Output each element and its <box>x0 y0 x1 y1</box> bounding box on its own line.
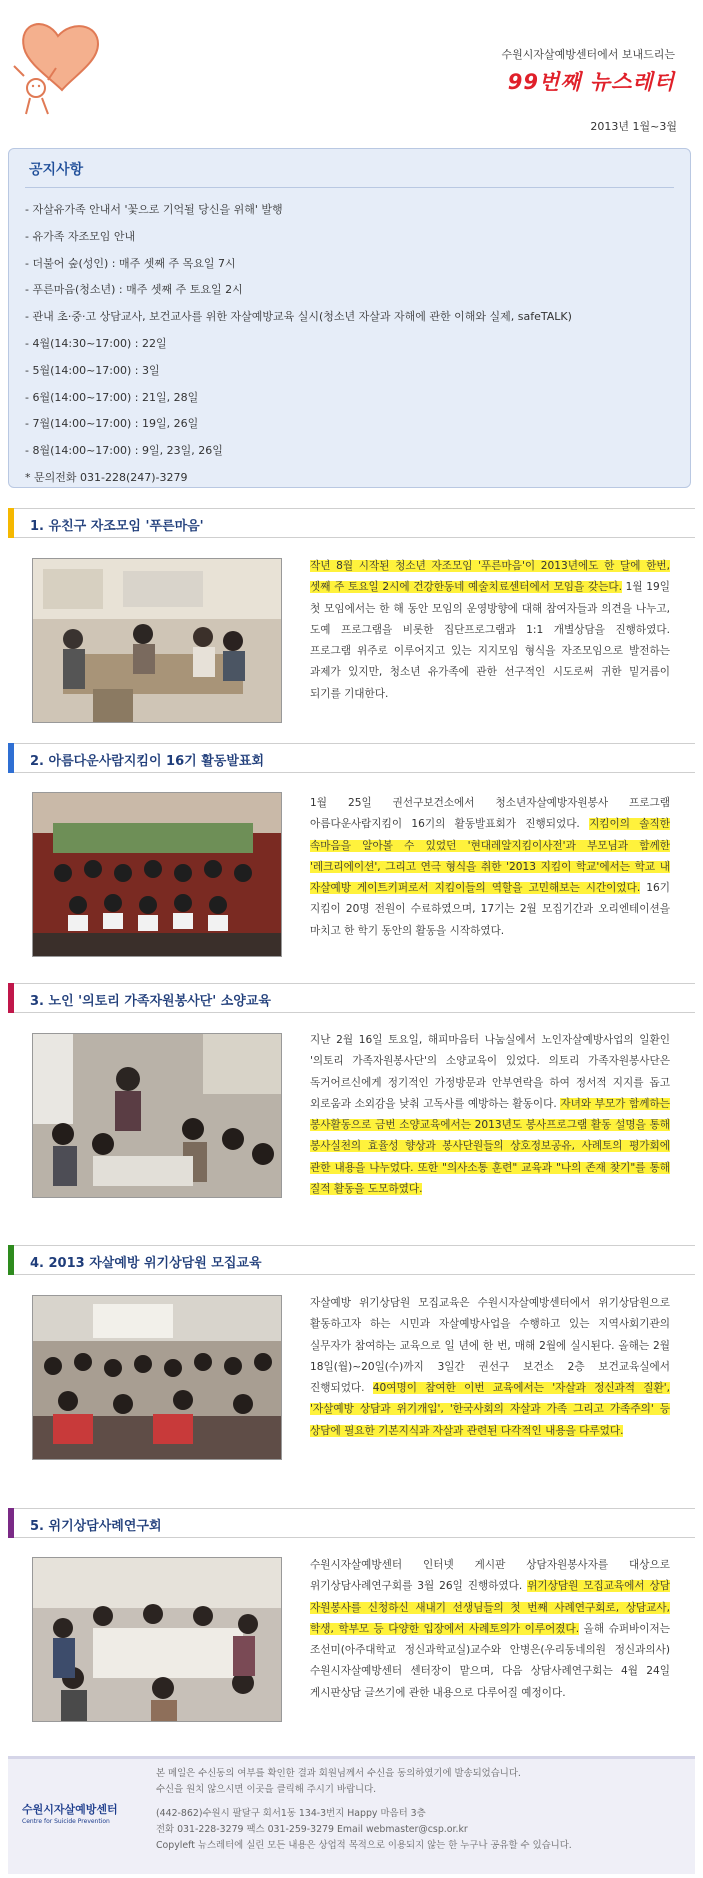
footer-consent-text: 본 메일은 수신동의 여부를 확인한 결과 회원님께서 수신을 동의하였기에 발송되었습니다. <box>156 1768 521 1779</box>
section-3-text <box>310 1030 670 1200</box>
unsubscribe-link[interactable]: 수신을 원치 않으시면 이곳을 클릭해 주시기 바랍니다. <box>156 1784 377 1795</box>
body-text: 올해 슈퍼바이저는 조선미(아주대학교 정신과학교실)교수와 안병은(우리동네의원 정신과의사)수원시자살예방센터 센터장이 맡으며, 다음 상담사례연구회는 4월 24일 게시판상담 글쓰기에 관한 내용으로 다루어질 예정이다. <box>310 1622 670 1699</box>
notice-item: - 관내 초·중·고 상담교사, 보건교사를 위한 자살예방교육 실시(청소년 자살과 자해에 관한 이해와 실제, safeTALK) <box>25 310 572 324</box>
notice-item: - 푸른마음(청소년) : 매주 셋째 주 토요일 2시 <box>25 283 243 297</box>
section-2-title: 2. 아름다운사람지킴이 16기 활동발표회 <box>30 754 265 769</box>
logo-text: 수원시자살예방센터 <box>22 1803 118 1816</box>
section-4-title: 4. 2013 자살예방 위기상담원 모집교육 <box>30 1256 262 1271</box>
notice-item: - 더불어 숲(성인) : 매주 셋째 주 목요일 7시 <box>25 256 236 270</box>
section-2-header <box>8 743 695 773</box>
divider <box>25 187 674 188</box>
footer-copyleft: Copyleft 뉴스레터에 실린 모든 내용은 상업적 목적으로 이용되지 않는 한 누구나 공유할 수 있습니다. <box>156 1840 572 1851</box>
notice-title: 공지사항 <box>29 162 84 178</box>
newsletter-footer <box>8 1756 695 1874</box>
body-text: 1월 25일 권선구보건소에서 청소년자살예방자원봉사 프로그램 아름다운사람지킴이 16기의 활동발표회가 진행되었다. <box>310 797 670 831</box>
notice-item: - 자살유가족 안내서 '꽃으로 기억될 당신을 위해' 발행 <box>25 203 283 216</box>
section-1-text <box>310 556 670 705</box>
notice-item: - 유가족 자조모임 안내 <box>25 229 136 243</box>
section-1-photo <box>32 558 282 723</box>
highlighted-text: 자녀와 부모가 함께하는 봉사활동으로 금번 소양교육에서는 2013년도 봉사프로그램 활동 설명을 통해 봉사실천의 효율성 향상과 봉사단원들의 상호정보공유, 사례토의 평가회에 관한 내용을 나누었다. 또한 "의사소통 훈련" 교육과 "나의 존재 찾기"를 통해 질적 활동을 도모하였다. <box>310 1097 670 1196</box>
section-4-text <box>310 1293 670 1442</box>
section-5-title: 5. 위기상담사례연구회 <box>30 1519 162 1534</box>
notice-item: - 4월(14:30~17:00) : 22일 <box>25 336 167 350</box>
center-logo <box>22 1801 122 1825</box>
newsletter-header <box>0 0 703 140</box>
notice-item: * 문의전화 031-228(247)-3279 <box>25 470 188 484</box>
body-text: 1월 19일 첫 모임에서는 한 해 동안 모임의 운영방향에 대해 참여자들과 의견을 나누고, 도예 프로그램을 비롯한 집단프로그램과 1:1 개별상담을 진행하였다. 프로그램 위주로 이루어지고 있는 지지모임 형식을 자조모임으로 발전하는 과제가 있지만, 청소년 유가족에 관한 선구적인 시도로써 귀한 밑거름이 되기를 기대한다. <box>310 581 670 700</box>
issue-date: 2013년 1월~3월 <box>590 120 677 133</box>
section-3-title: 3. 노인 '의토리 가족자원봉사단' 소양교육 <box>30 994 271 1009</box>
section-color-bar <box>8 1245 14 1275</box>
logo-subtext: Centre for Suicide Prevention <box>22 1818 110 1825</box>
section-1-header <box>8 508 695 538</box>
footer-address: (442-862)수원시 팔달구 회서1동 134-3번지 Happy 마음터 3층 <box>156 1808 426 1819</box>
footer-contact: 전화 031-228-3279 팩스 031-259-3279 Email webmaster@csp.or.kr <box>156 1824 468 1835</box>
header-subtitle: 수원시자살예방센터에서 보내드리는 <box>501 48 675 61</box>
section-3-header <box>8 983 695 1013</box>
notice-list <box>25 197 674 492</box>
highlighted-text: 위기상담원 모집교육에서 상담 자원봉사를 신청하신 새내기 선생님들의 첫 번째 사례연구회로, 상담교사, 학생, 학부모 등 다양한 입장에서 사례토의가 이루어졌다. <box>310 1580 670 1635</box>
section-5-header <box>8 1508 695 1538</box>
highlighted-text: 40여명이 참여한 이번 교육에서는 '자살과 정신과적 질환', '자살예방 상담과 위기개입', '한국사회의 자살과 가족 그리고 가족주의' 등 상담에 필요한 기본지식과 자살과 관련된 다각적인 내용을 다루었다. <box>310 1382 671 1437</box>
notice-item: - 8월(14:00~17:00) : 9일, 23일, 26일 <box>25 444 223 458</box>
body-text: 16기 지킴이 20명 전원이 수료하였으며, 17기는 2월 모집기간과 오리엔테이션을 마치고 한 학기 동안의 활동을 시작하였다. <box>310 882 670 937</box>
highlighted-text: 지킴이의 솔직한 속마음을 알아볼 수 있었던 '현대레알지킴이사전'과 부모님과 함께한 '레크리에이션', 그리고 연극 형식을 취한 '2013 지킴이 학교'에서는 학교 내 자살예방 게이트키퍼로서 지킴이들의 역할을 고민해보는 시간이었다. <box>310 818 670 895</box>
section-4-header <box>8 1245 695 1275</box>
section-4-photo <box>32 1295 282 1460</box>
mascot-heart-illustration <box>6 6 116 116</box>
newsletter-title: 99번째 뉴스레터 <box>507 70 675 94</box>
section-color-bar <box>8 743 14 773</box>
notice-box <box>8 148 691 488</box>
notice-item: - 5월(14:00~17:00) : 3일 <box>25 363 160 377</box>
body-text: 자살예방 위기상담원 모집교육은 수원시자살예방센터에서 위기상담원으로 활동하고자 하는 시민과 자살예방사업을 수행하고 있는 지역사회기관의 실무자가 참여하는 교육으로 일 년에 한 번, 매해 2월에 실시된다. 올해는 2월 18일(월)~20일(수)까지 3일간 권선구 보건소 2층 보건교육실에서 진행되었다. <box>310 1297 670 1395</box>
body-text: 지난 2월 16일 토요일, 해피마음터 나눔실에서 노인자살예방사업의 일환인 '의토리 가족자원봉사단'의 소양교육이 있었다. 의토리 가족자원봉사단은 독거어르신에게 정기적인 가정방문과 안부연락을 하여 정서적 지지를 돕고 외로움과 소외감을 낮춰 고독사를 예방하는 활동이다. <box>310 1034 670 1110</box>
section-2-photo <box>32 792 282 957</box>
section-3-photo <box>32 1033 282 1198</box>
section-color-bar <box>8 1508 14 1538</box>
section-2-text <box>310 793 670 942</box>
notice-item: - 6월(14:00~17:00) : 21일, 28일 <box>25 390 199 404</box>
section-5-photo <box>32 1557 282 1722</box>
highlighted-text: 작년 8월 시작된 청소년 자조모임 '푸른마음'이 2013년에도 한 달에 한번, 셋째 주 토요일 2시에 건강한동네 예술치료센터에서 모임을 갖는다. <box>310 560 670 594</box>
section-color-bar <box>8 508 14 538</box>
body-text: 수원시자살예방센터 인터넷 게시판 상담자원봉사자를 대상으로 위기상담사례연구회를 3월 26일 진행하였다. <box>310 1559 670 1593</box>
section-1-title: 1. 유친구 자조모임 '푸른마음' <box>30 519 204 534</box>
section-color-bar <box>8 983 14 1013</box>
section-5-text <box>310 1555 670 1704</box>
notice-item: - 7월(14:00~17:00) : 19일, 26일 <box>25 417 199 431</box>
